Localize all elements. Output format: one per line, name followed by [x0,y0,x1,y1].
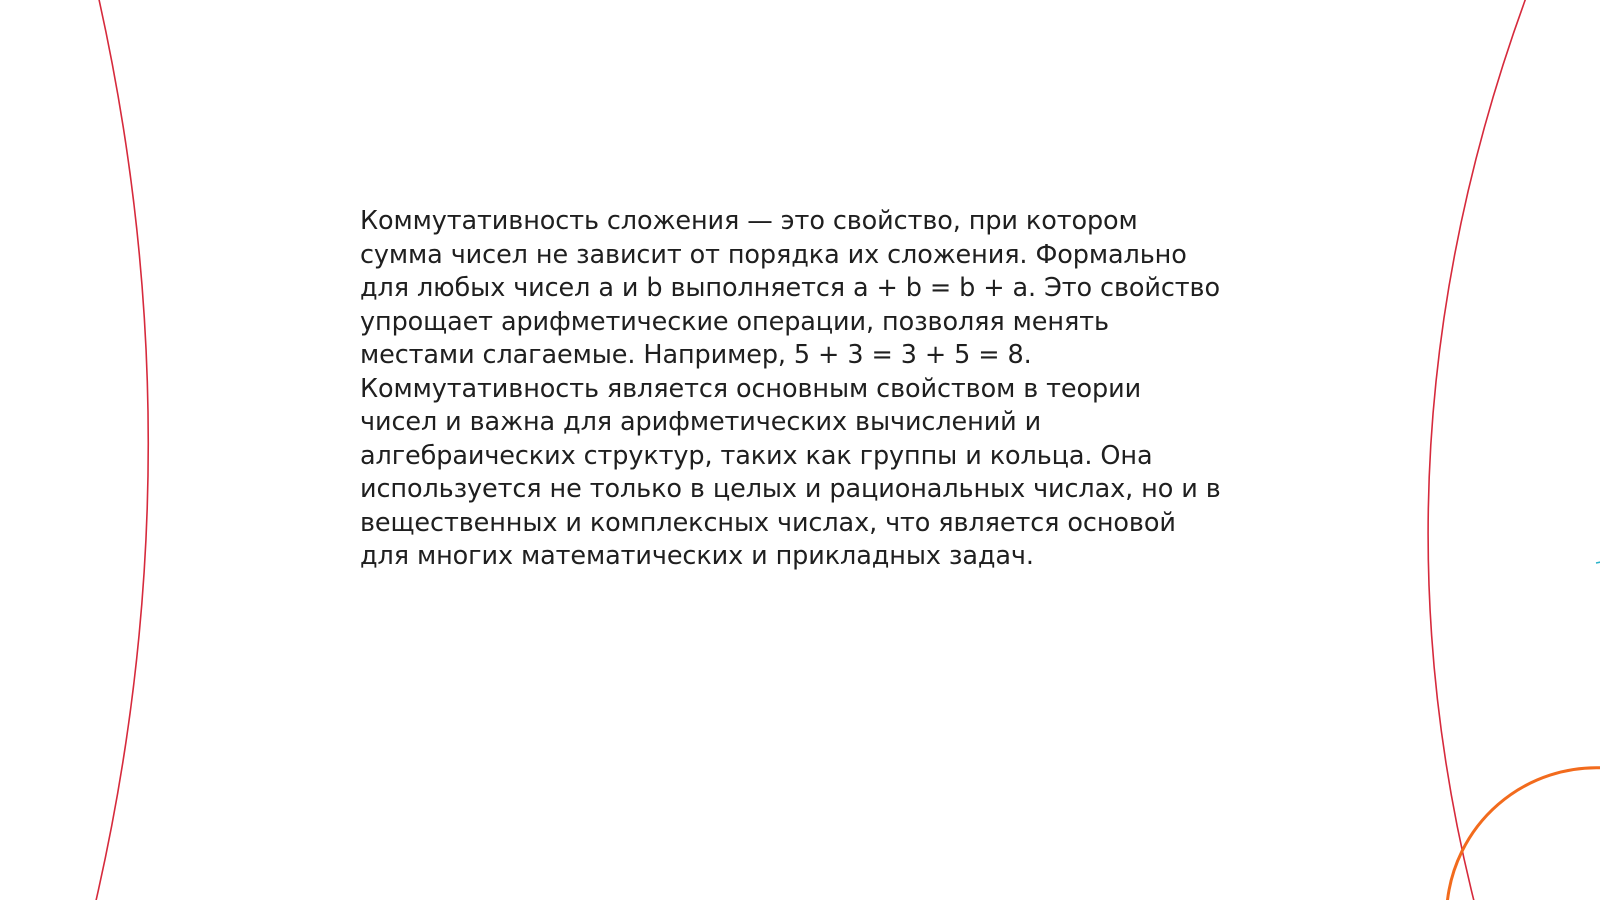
right-red-arc [1428,0,1527,900]
left-red-arc [95,0,148,900]
orange-circle-arc [1447,768,1600,900]
teal-accent-mark [1596,562,1600,563]
slide-body-text: Коммутативность сложения — это свойство, при котором сумма чисел не зависит от порядка их сложения. Формально для любых чисел a и b выполняется a + b = b + a. Это свойство упрощает арифметические операции, позволяя менять местами слагаемые. Например, 5 + 3 = 3 + 5 = 8. Коммутативность является основным свойством в теории чисел и важна для арифметических вычислений и алгебраических структур, таких как группы и кольца. Она используется не только в целых и рациональных числах, но и в вещественных и комплексных числах, что является основой для многих математических и прикладных задач. [360,206,1221,571]
